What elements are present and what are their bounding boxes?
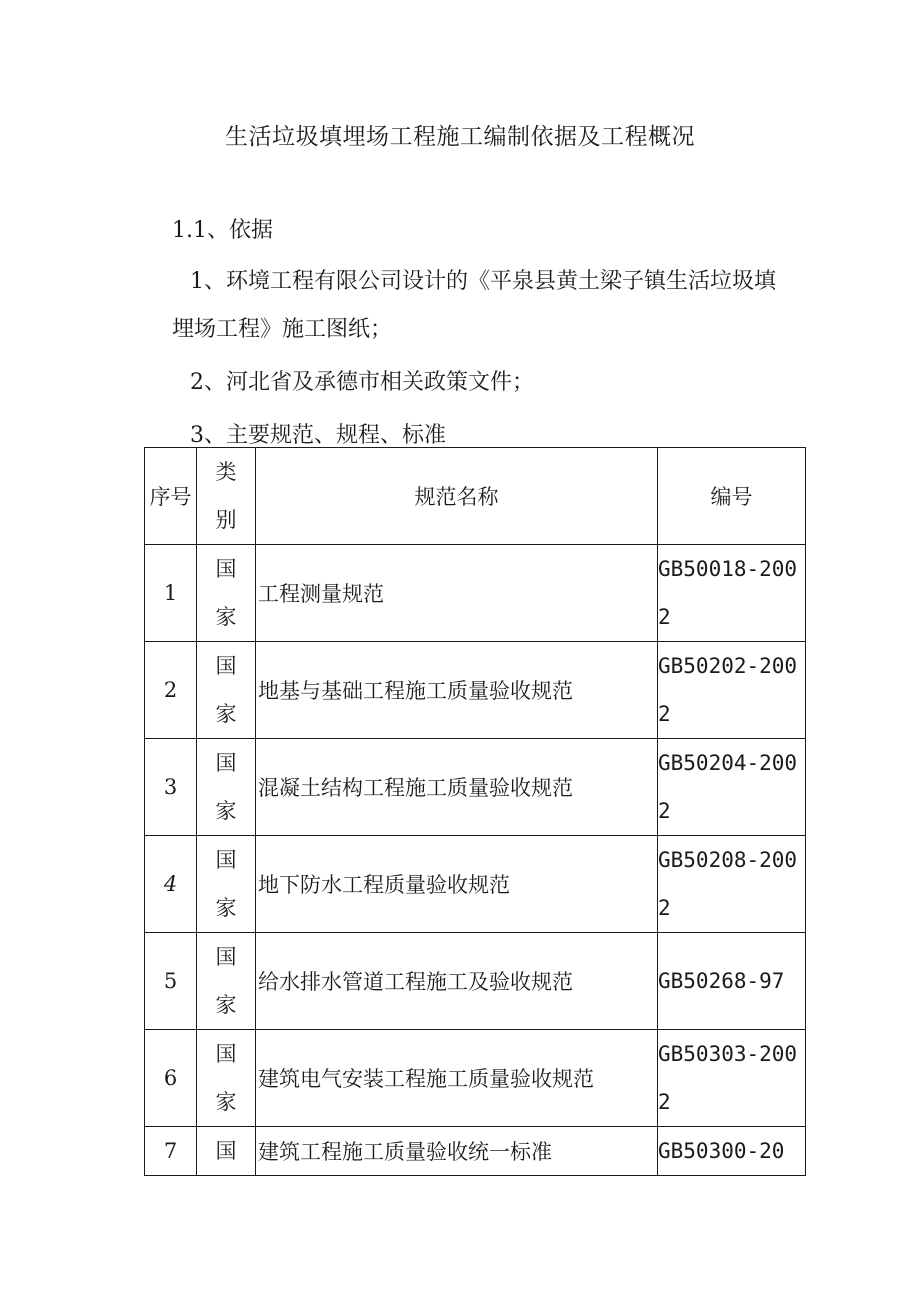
row-category-char-1: 国	[215, 557, 237, 581]
header-seq: 序号	[145, 448, 197, 545]
row-category-char-2: 家	[215, 799, 237, 823]
table-row	[145, 545, 806, 642]
row-seq: 4	[145, 836, 197, 933]
row-code: GB50202-2002	[658, 642, 806, 739]
row-category-char-1: 国	[215, 654, 237, 678]
row-category-char-2: 家	[215, 702, 237, 726]
row-seq: 2	[145, 642, 197, 739]
header-code: 编号	[658, 448, 806, 545]
row-seq: 7	[145, 1127, 197, 1176]
table-row	[145, 933, 806, 1030]
row-category-char-2: 家	[215, 1090, 237, 1114]
row-code: GB50303-2002	[658, 1030, 806, 1127]
row-seq: 1	[145, 545, 197, 642]
header-name: 规范名称	[256, 448, 658, 545]
row-category-char-1: 国	[215, 1042, 237, 1066]
table-row	[145, 1127, 806, 1176]
row-name: 地基与基础工程施工质量验收规范	[256, 642, 658, 739]
row-name: 混凝土结构工程施工质量验收规范	[256, 739, 658, 836]
row-code: GB50204-2002	[658, 739, 806, 836]
row-category-char-2: 家	[215, 993, 237, 1017]
table-row	[145, 739, 806, 836]
row-category-char-1: 国	[215, 751, 237, 775]
row-code: GB50268-97	[658, 933, 806, 1030]
row-code: GB50300-20	[658, 1127, 806, 1176]
row-category	[197, 836, 256, 933]
row-category-char-1: 国	[215, 945, 237, 969]
page-title: 生活垃圾填埋场工程施工编制依据及工程概况	[225, 124, 695, 150]
row-category	[197, 1127, 256, 1176]
row-category	[197, 1030, 256, 1127]
row-code: GB50018-2002	[658, 545, 806, 642]
row-name: 工程测量规范	[256, 545, 658, 642]
basis-item-1-line-1: 1、环境工程有限公司设计的《平泉县黄土梁子镇生活垃圾填	[190, 269, 776, 294]
row-seq: 6	[145, 1030, 197, 1127]
row-code: GB50208-2002	[658, 836, 806, 933]
table-row	[145, 642, 806, 739]
row-category-char-1: 国	[215, 848, 237, 872]
standards-table	[144, 447, 806, 1176]
row-name: 建筑工程施工质量验收统一标准	[256, 1127, 658, 1176]
table-row	[145, 1030, 806, 1127]
row-category	[197, 642, 256, 739]
basis-item-1-line-2: 埋场工程》施工图纸；	[172, 317, 393, 342]
row-seq: 5	[145, 933, 197, 1030]
row-category-char-1: 国	[215, 1139, 237, 1163]
row-name: 建筑电气安装工程施工质量验收规范	[256, 1030, 658, 1127]
row-category-char-2: 家	[215, 605, 237, 629]
row-category-char-2: 家	[215, 896, 237, 920]
row-category	[197, 739, 256, 836]
row-category	[197, 933, 256, 1030]
header-category-char-2: 别	[215, 508, 237, 532]
section-heading: 1.1、依据	[172, 218, 273, 243]
row-category	[197, 545, 256, 642]
row-name: 给水排水管道工程施工及验收规范	[256, 933, 658, 1030]
table-row	[145, 836, 806, 933]
table-header-row	[145, 448, 806, 545]
header-category	[197, 448, 256, 545]
basis-item-3: 3、主要规范、规程、标准	[190, 423, 446, 448]
row-name: 地下防水工程质量验收规范	[256, 836, 658, 933]
header-category-char-1: 类	[215, 460, 237, 484]
basis-item-2: 2、河北省及承德市相关政策文件；	[190, 370, 534, 395]
row-seq: 3	[145, 739, 197, 836]
